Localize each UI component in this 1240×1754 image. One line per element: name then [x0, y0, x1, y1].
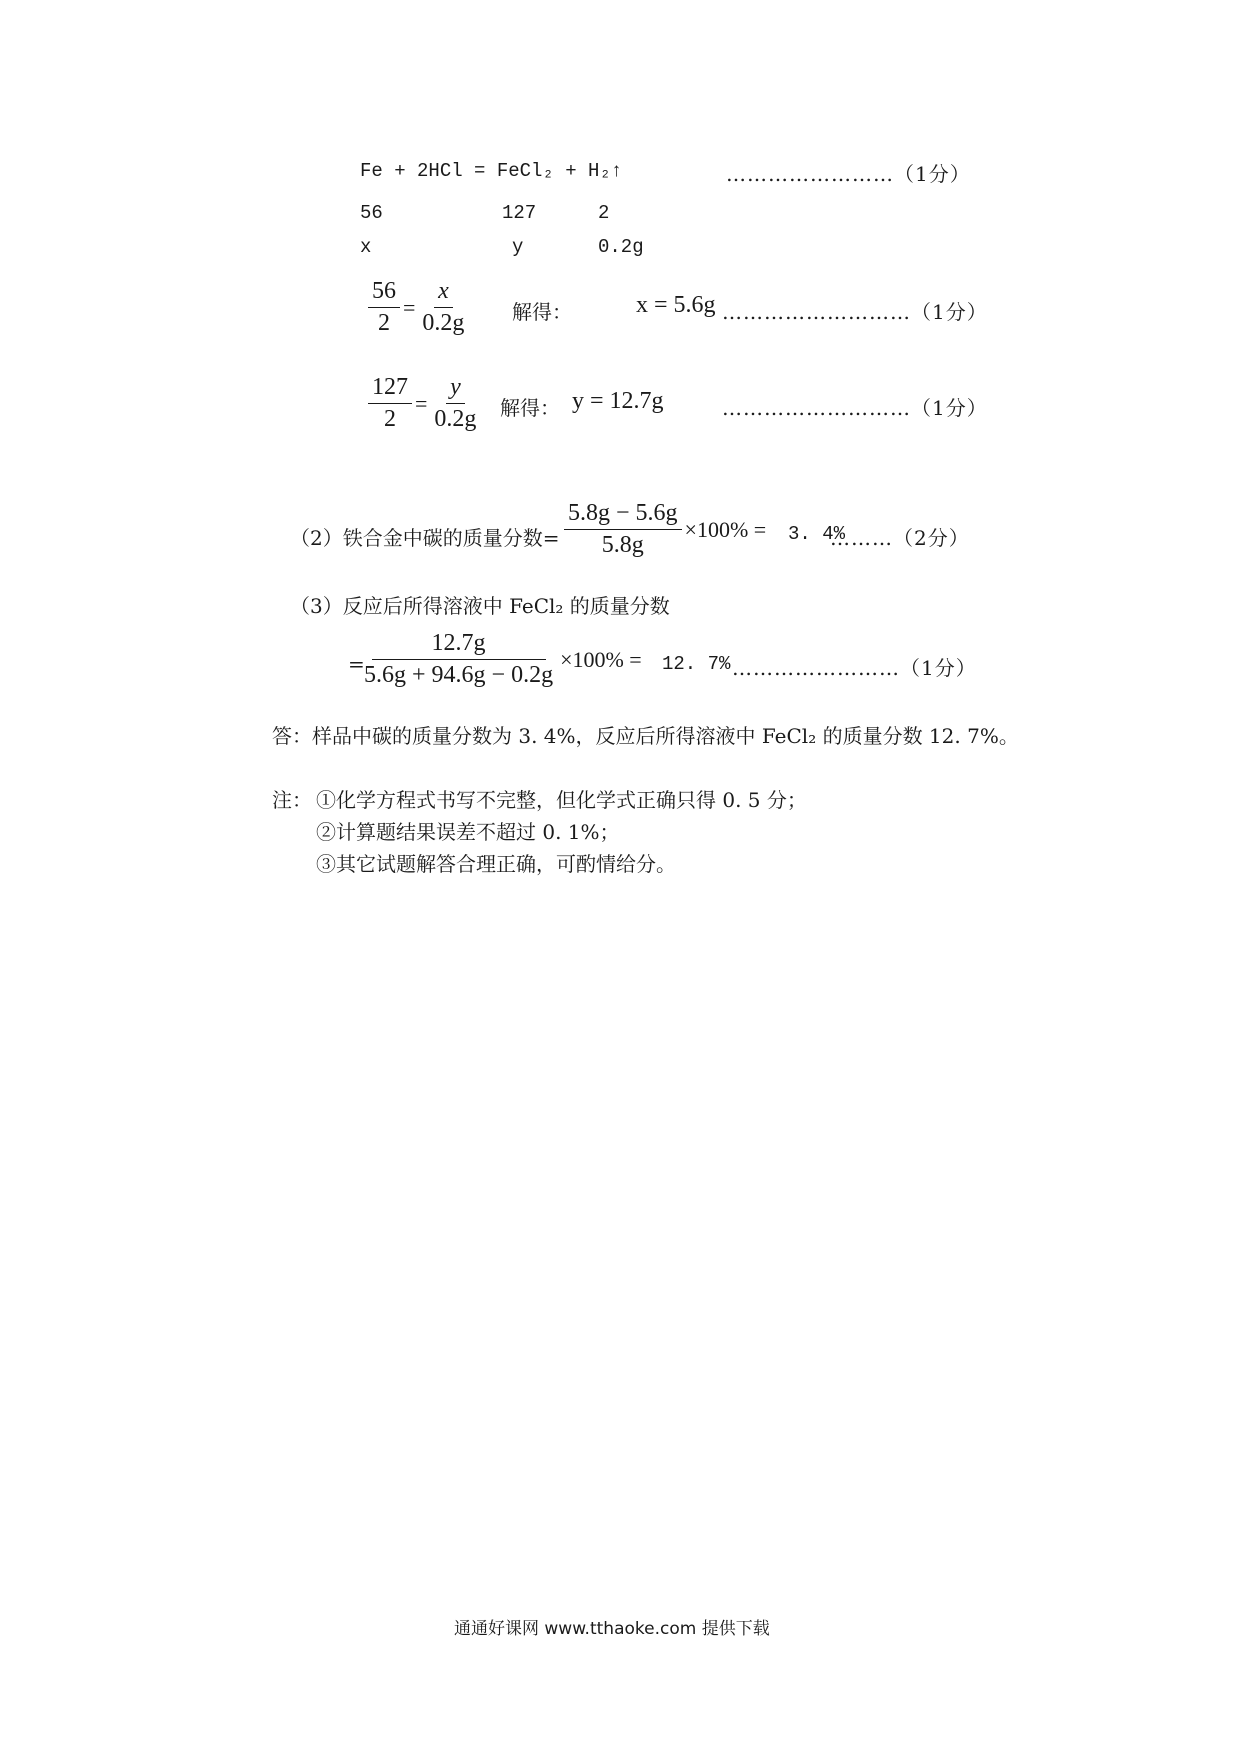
part2-label: （2）铁合金中碳的质量分数=	[290, 526, 560, 550]
part2-result: 3. 4%	[788, 523, 846, 545]
part3-prefix: =	[348, 652, 365, 676]
mass-fe: 56	[360, 202, 383, 224]
ratio2-result: y = 12.7g	[572, 388, 664, 414]
ratio2-right-fraction	[430, 374, 480, 433]
part3-fraction	[360, 630, 557, 689]
ratio2-solve-label: 解得：	[500, 396, 560, 420]
note-item-3: ③其它试题解答合理正确，可酌情给分。	[316, 852, 676, 876]
unknown-h2: 0.2g	[598, 236, 644, 258]
part2-num: 5.8g − 5.6g	[564, 500, 682, 530]
mass-fecl2: 127	[502, 202, 537, 224]
note-item-2: ②计算题结果误差不超过 0. 1%；	[316, 820, 620, 844]
part2-den: 5.8g	[601, 532, 644, 558]
ratio1-right-num: x	[434, 278, 453, 308]
ratio1-left-den: 2	[378, 310, 390, 336]
part3-times: ×100% =	[560, 646, 642, 672]
ratio2-right-den: 0.2g	[434, 406, 477, 432]
ratio2-score: ………………………（1分）	[722, 396, 988, 420]
unknown-fe: x	[360, 236, 372, 258]
ratio2-right-num: y	[446, 374, 465, 404]
ratio2-left-fraction	[368, 374, 412, 433]
ratio1-right-den: 0.2g	[422, 310, 465, 336]
ratio1-solve-label: 解得：	[512, 300, 572, 324]
mass-h2: 2	[598, 202, 610, 224]
answer-text: 答：样品中碳的质量分数为 3. 4%，反应后所得溶液中 FeCl₂ 的质量分数 12. 7%。	[272, 724, 1019, 748]
part2-fraction	[564, 500, 682, 559]
ratio1-left-num: 56	[368, 278, 400, 308]
part3-den: 5.6g + 94.6g − 0.2g	[364, 662, 554, 688]
part2-times: ×100% =	[684, 516, 767, 542]
part3-label: （3）反应后所得溶液中 FeCl₂ 的质量分数	[290, 594, 670, 618]
ratio2-eq-sign: =	[415, 390, 428, 416]
part2-score: ………（2分）	[830, 526, 970, 550]
note-item-1: ①化学方程式书写不完整，但化学式正确只得 0. 5 分；	[316, 788, 807, 812]
part3-score: ……………………（1分）	[732, 656, 977, 680]
part3-num: 12.7g	[372, 630, 546, 660]
ratio2-equation	[368, 374, 480, 433]
ratio1-right-fraction	[418, 278, 468, 337]
footer-download-note: 通通好课网 www.tthaoke.com 提供下载	[454, 1619, 770, 1639]
unknown-fecl2: y	[512, 236, 524, 258]
ratio1-eq-sign: =	[403, 294, 416, 320]
ratio2-left-num: 127	[368, 374, 412, 404]
reaction-score: ……………………（1分）	[726, 162, 971, 186]
ratio1-equation	[368, 278, 468, 337]
reaction-equation: Fe + 2HCl = FeCl₂ + H₂↑	[360, 160, 623, 182]
ratio1-left-fraction	[368, 278, 400, 337]
notes-label: 注：	[272, 788, 312, 812]
part3-expression	[360, 630, 645, 689]
part3-result: 12. 7%	[662, 653, 731, 675]
ratio2-left-den: 2	[384, 406, 396, 432]
ratio1-score: ………………………（1分）	[722, 300, 988, 324]
ratio1-result: x = 5.6g	[636, 292, 716, 318]
part2-expression	[564, 500, 769, 559]
